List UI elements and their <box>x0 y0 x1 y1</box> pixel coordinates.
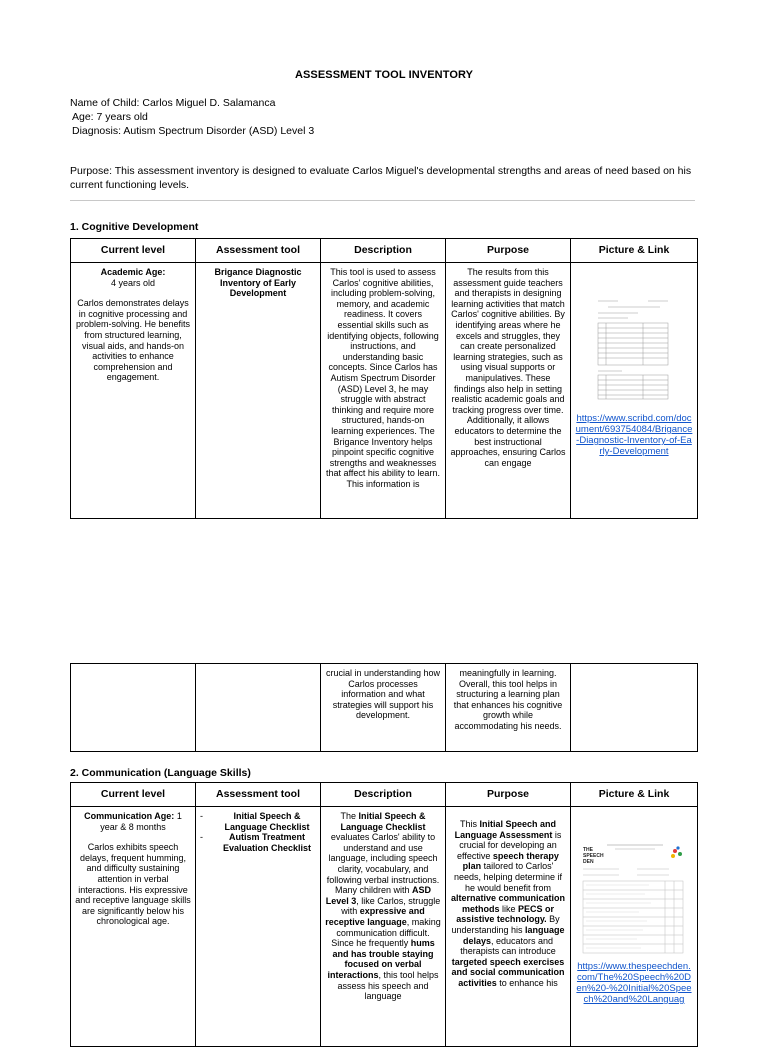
assessment-tool-cell <box>196 263 321 519</box>
table-row <box>71 807 698 1047</box>
section-cognitive-title: 1. Cognitive Development <box>70 221 199 233</box>
header-picture-link: Picture & Link <box>571 783 698 807</box>
svg-text:THE: THE <box>583 847 593 853</box>
child-age: Age: 7 years old <box>72 111 148 123</box>
description-cell <box>321 664 446 752</box>
academic-age-value: 4 years old <box>110 277 156 288</box>
brigance-thumbnail-image <box>588 295 680 405</box>
description-continued-text: crucial in understanding how Carlos processes information and what strategies will support his development. <box>325 668 441 721</box>
purpose-cell-text: This Initial Speech and Language Assessment is crucial for developing an effective speech therapy plan tailored to Carlos' needs, helping determine if he would benefit from alternative communication methods like PECS or assistive technology. By understanding his language delays, educators and therapists can introduce targeted speech exercises and social communication activities to enhance his <box>450 819 566 988</box>
header-purpose: Purpose <box>446 783 571 807</box>
section-communication-title: 2. Communication (Language Skills) <box>70 767 251 779</box>
assessment-tool-list <box>200 811 316 853</box>
list-item: - Initial Speech & Language Checklist <box>200 811 310 832</box>
table-row <box>71 263 698 519</box>
cognitive-table <box>70 238 698 519</box>
header-current-level: Current level <box>71 239 196 263</box>
page-title: ASSESSMENT TOOL INVENTORY <box>294 69 474 81</box>
header-current-level: Current level <box>71 783 196 807</box>
assessment-tool-name: Brigance Diagnostic Inventory of Early Development <box>214 267 302 299</box>
child-info <box>70 96 314 138</box>
purpose-cell-text: The results from this assessment guide teachers and therapists in designing learning activities that match Carlos' cognitive abilities. By identifying areas where he excels and struggles, they can create personalized learning strategies, such as using visual supports or manipulatives. These findings also help in setting realistic academic goals and tracking progress over time. Additionally, it allows educators to determine the best instructional approaches, ensuring Carlos can engage <box>450 267 566 468</box>
purpose-cell <box>446 263 571 519</box>
header-assessment-tool: Assessment tool <box>196 239 321 263</box>
header-purpose: Purpose <box>446 239 571 263</box>
picture-link-cell-empty <box>571 664 698 752</box>
table-row <box>71 664 698 752</box>
current-level-text: Carlos exhibits speech delays, frequent humming, and difficulty sustaining attention in verbal interactions. His expressive and receptive language skills are significantly below his chronological age. <box>75 842 191 927</box>
picture-link-cell <box>571 807 698 1047</box>
purpose-cell <box>446 807 571 1047</box>
purpose-continued-text: meaningfully in learning. Overall, this tool helps in structuring a learning plan that enhances his cognitive growth while accommodating his needs. <box>453 668 563 731</box>
assessment-tool-cell-empty <box>196 664 321 752</box>
table-header-row <box>71 239 698 263</box>
child-name: Name of Child: Carlos Miguel D. Salamanca <box>70 97 276 109</box>
divider <box>70 200 695 201</box>
purpose-cell <box>446 664 571 752</box>
description-text: This tool is used to assess Carlos' cognitive abilities, including problem-solving, memory, and academic readiness. It covers essential skills such as identifying objects, following instructions, and understanding basic concepts. Since Carlos has Autism Spectrum Disorder (ASD) Level 3, he may struggle with abstract thinking and require more structured, hands-on learning experiences. The Brigance Inventory helps pinpoint specific cognitive strengths and weaknesses that affect his ability to learn. This information is <box>326 267 440 489</box>
table-header-row <box>71 783 698 807</box>
description-cell <box>321 263 446 519</box>
current-level-text: Carlos demonstrates delays in cognitive processing and problem-solving. He benefits from structured learning, visual aids, and hands-on activities to enhance comprehension and engagement. <box>75 298 191 383</box>
communication-table <box>70 782 698 1047</box>
list-item: - Autism Treatment Evaluation Checklist <box>200 832 312 853</box>
picture-link-cell <box>571 263 698 519</box>
header-description: Description <box>321 239 446 263</box>
child-diagnosis: Diagnosis: Autism Spectrum Disorder (ASD) Level 3 <box>72 125 315 137</box>
header-assessment-tool: Assessment tool <box>196 783 321 807</box>
description-cell <box>321 807 446 1047</box>
cognitive-table-continued <box>70 663 698 752</box>
academic-age-label: Academic Age: <box>100 267 166 277</box>
speech-den-thumbnail-image <box>579 837 689 957</box>
header-description: Description <box>321 783 446 807</box>
current-level-cell-empty <box>71 664 196 752</box>
communication-age-value: 1 year & 8 months <box>100 811 182 832</box>
svg-text:SPEECH: SPEECH <box>583 853 604 859</box>
current-level-cell <box>71 263 196 519</box>
speech-den-link[interactable]: https://www.thespeechden.com/The%20Speech%20Den%20-%20Initial%20Speech%20and%20Languag <box>576 961 692 1005</box>
purpose-text: Purpose: This assessment inventory is designed to evaluate Carlos Miguel's developmental strengths and areas of need based on his current functioning levels. <box>70 165 692 191</box>
assessment-tool-cell <box>196 807 321 1047</box>
svg-text:DEN: DEN <box>583 859 594 865</box>
communication-age-label: Communication Age: <box>84 811 175 821</box>
brigance-link[interactable]: https://www.scribd.com/document/693754084/Brigance-Diagnostic-Inventory-of-Early-Development <box>575 413 693 457</box>
header-picture-link: Picture & Link <box>571 239 698 263</box>
description-text: The Initial Speech & Language Checklist evaluates Carlos' ability to understand and use language, including speech clarity, vocabulary, and following verbal instructions. Many children with ASD Level 3, like Carlos, struggle with expressive and receptive language, making communication difficult. Since he frequently hums and has trouble staying focused on verbal interactions, this tool helps assess his speech and language <box>325 811 441 1002</box>
current-level-cell <box>71 807 196 1047</box>
